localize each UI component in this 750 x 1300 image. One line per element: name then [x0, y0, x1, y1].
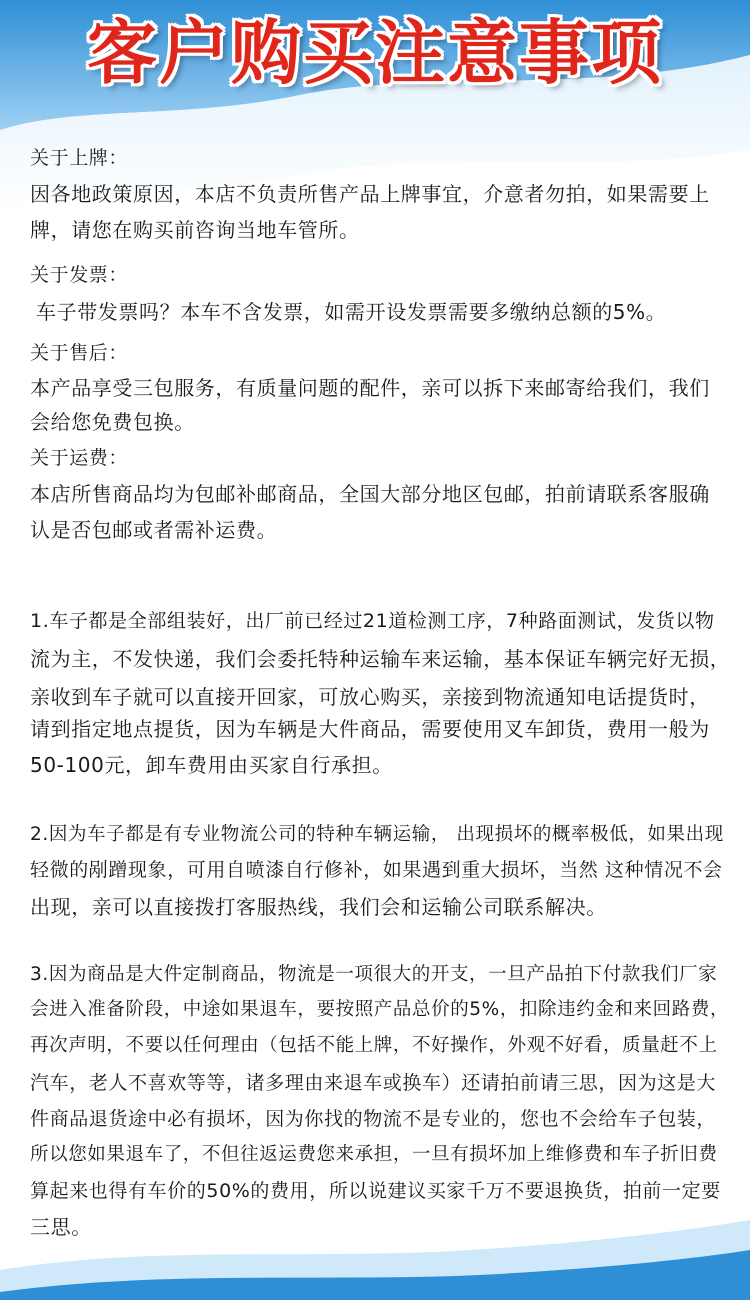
note-line: 请到指定地点提货，因为车辆是大件商品，需要使用叉车卸货，费用一般为: [30, 717, 710, 741]
page-title: 客户购买注意事项: [87, 12, 663, 94]
section-heading-shipping: 关于运费：: [30, 447, 129, 469]
section-line: 车子带发票吗？本车不含发票，如需开设发票需要多缴纳总额的5%。: [36, 300, 667, 324]
section-line: 牌，请您在购买前咨询当地车管所。: [30, 218, 360, 242]
section-line: 会给您免费包换。: [30, 410, 195, 434]
note-line: 所以您如果退车了，不但往返运费您来承担，一旦有损坏加上维修费和车子折旧费: [30, 1144, 718, 1165]
note-line: 三思。: [30, 1215, 92, 1239]
note-line: 汽车，老人不喜欢等等，诸多理由来退车或换车）还请拍前请三思，因为这是大: [30, 1072, 717, 1094]
section-line: 本店所售商品均为包邮补邮商品，全国大部分地区包邮，拍前请联系客服确: [30, 482, 710, 506]
note-line: 件商品退货途中必有损坏，因为你找的物流不是专业的，您也不会给车子包装，: [30, 1108, 717, 1130]
note-line: 50-100元，卸车费用由买家自行承担。: [30, 753, 393, 777]
section-heading-invoice: 关于发票：: [30, 264, 129, 286]
note-line: 出现，亲可以直接拨打客服热线，我们会和运输公司联系解决。: [30, 895, 607, 919]
note-line: 亲收到车子就可以直接开回家，可放心购买，亲接到物流通知电话提货时，: [30, 685, 710, 709]
section-line: 认是否包邮或者需补运费。: [30, 518, 278, 542]
note-line: 会进入准备阶段，中途如果退车，要按照产品总价的5%，扣除违约金和来回路费，: [30, 999, 730, 1020]
note-line: 1.车子都是全部组装好，出厂前已经过21道检测工序，7种路面测试，发货以物: [30, 610, 715, 632]
note-line: 3.因为商品是大件定制商品，物流是一项很大的开支，一旦产品拍下付款我们厂家: [30, 964, 718, 985]
section-line: 因各地政策原因，本店不负责所售产品上牌事宜，介意者勿拍，如果需要上: [30, 182, 710, 206]
note-line: 流为主，不发快递，我们会委托特种运输车来运输，基本保证车辆完好无损，: [30, 647, 731, 671]
note-line: 轻微的剐蹭现象，可用自喷漆自行修补，如果遇到重大损坏，当然 这种情况不会: [30, 859, 723, 881]
note-line: 2.因为车子都是有专业物流公司的特种车辆运输， 出现损坏的概率极低，如果出现: [30, 824, 724, 845]
section-heading-license: 关于上牌：: [30, 147, 129, 169]
section-heading-aftersales: 关于售后：: [30, 342, 129, 364]
section-line: 本产品享受三包服务，有质量问题的配件，亲可以拆下来邮寄给我们，我们: [30, 376, 710, 400]
note-line: 算起来也得有车价的50%的费用，所以说建议买家千万不要退换货，拍前一定要: [30, 1180, 721, 1202]
note-line: 再次声明，不要以任何理由（包括不能上牌，不好操作，外观不好看，质量赶不上: [30, 1035, 718, 1056]
